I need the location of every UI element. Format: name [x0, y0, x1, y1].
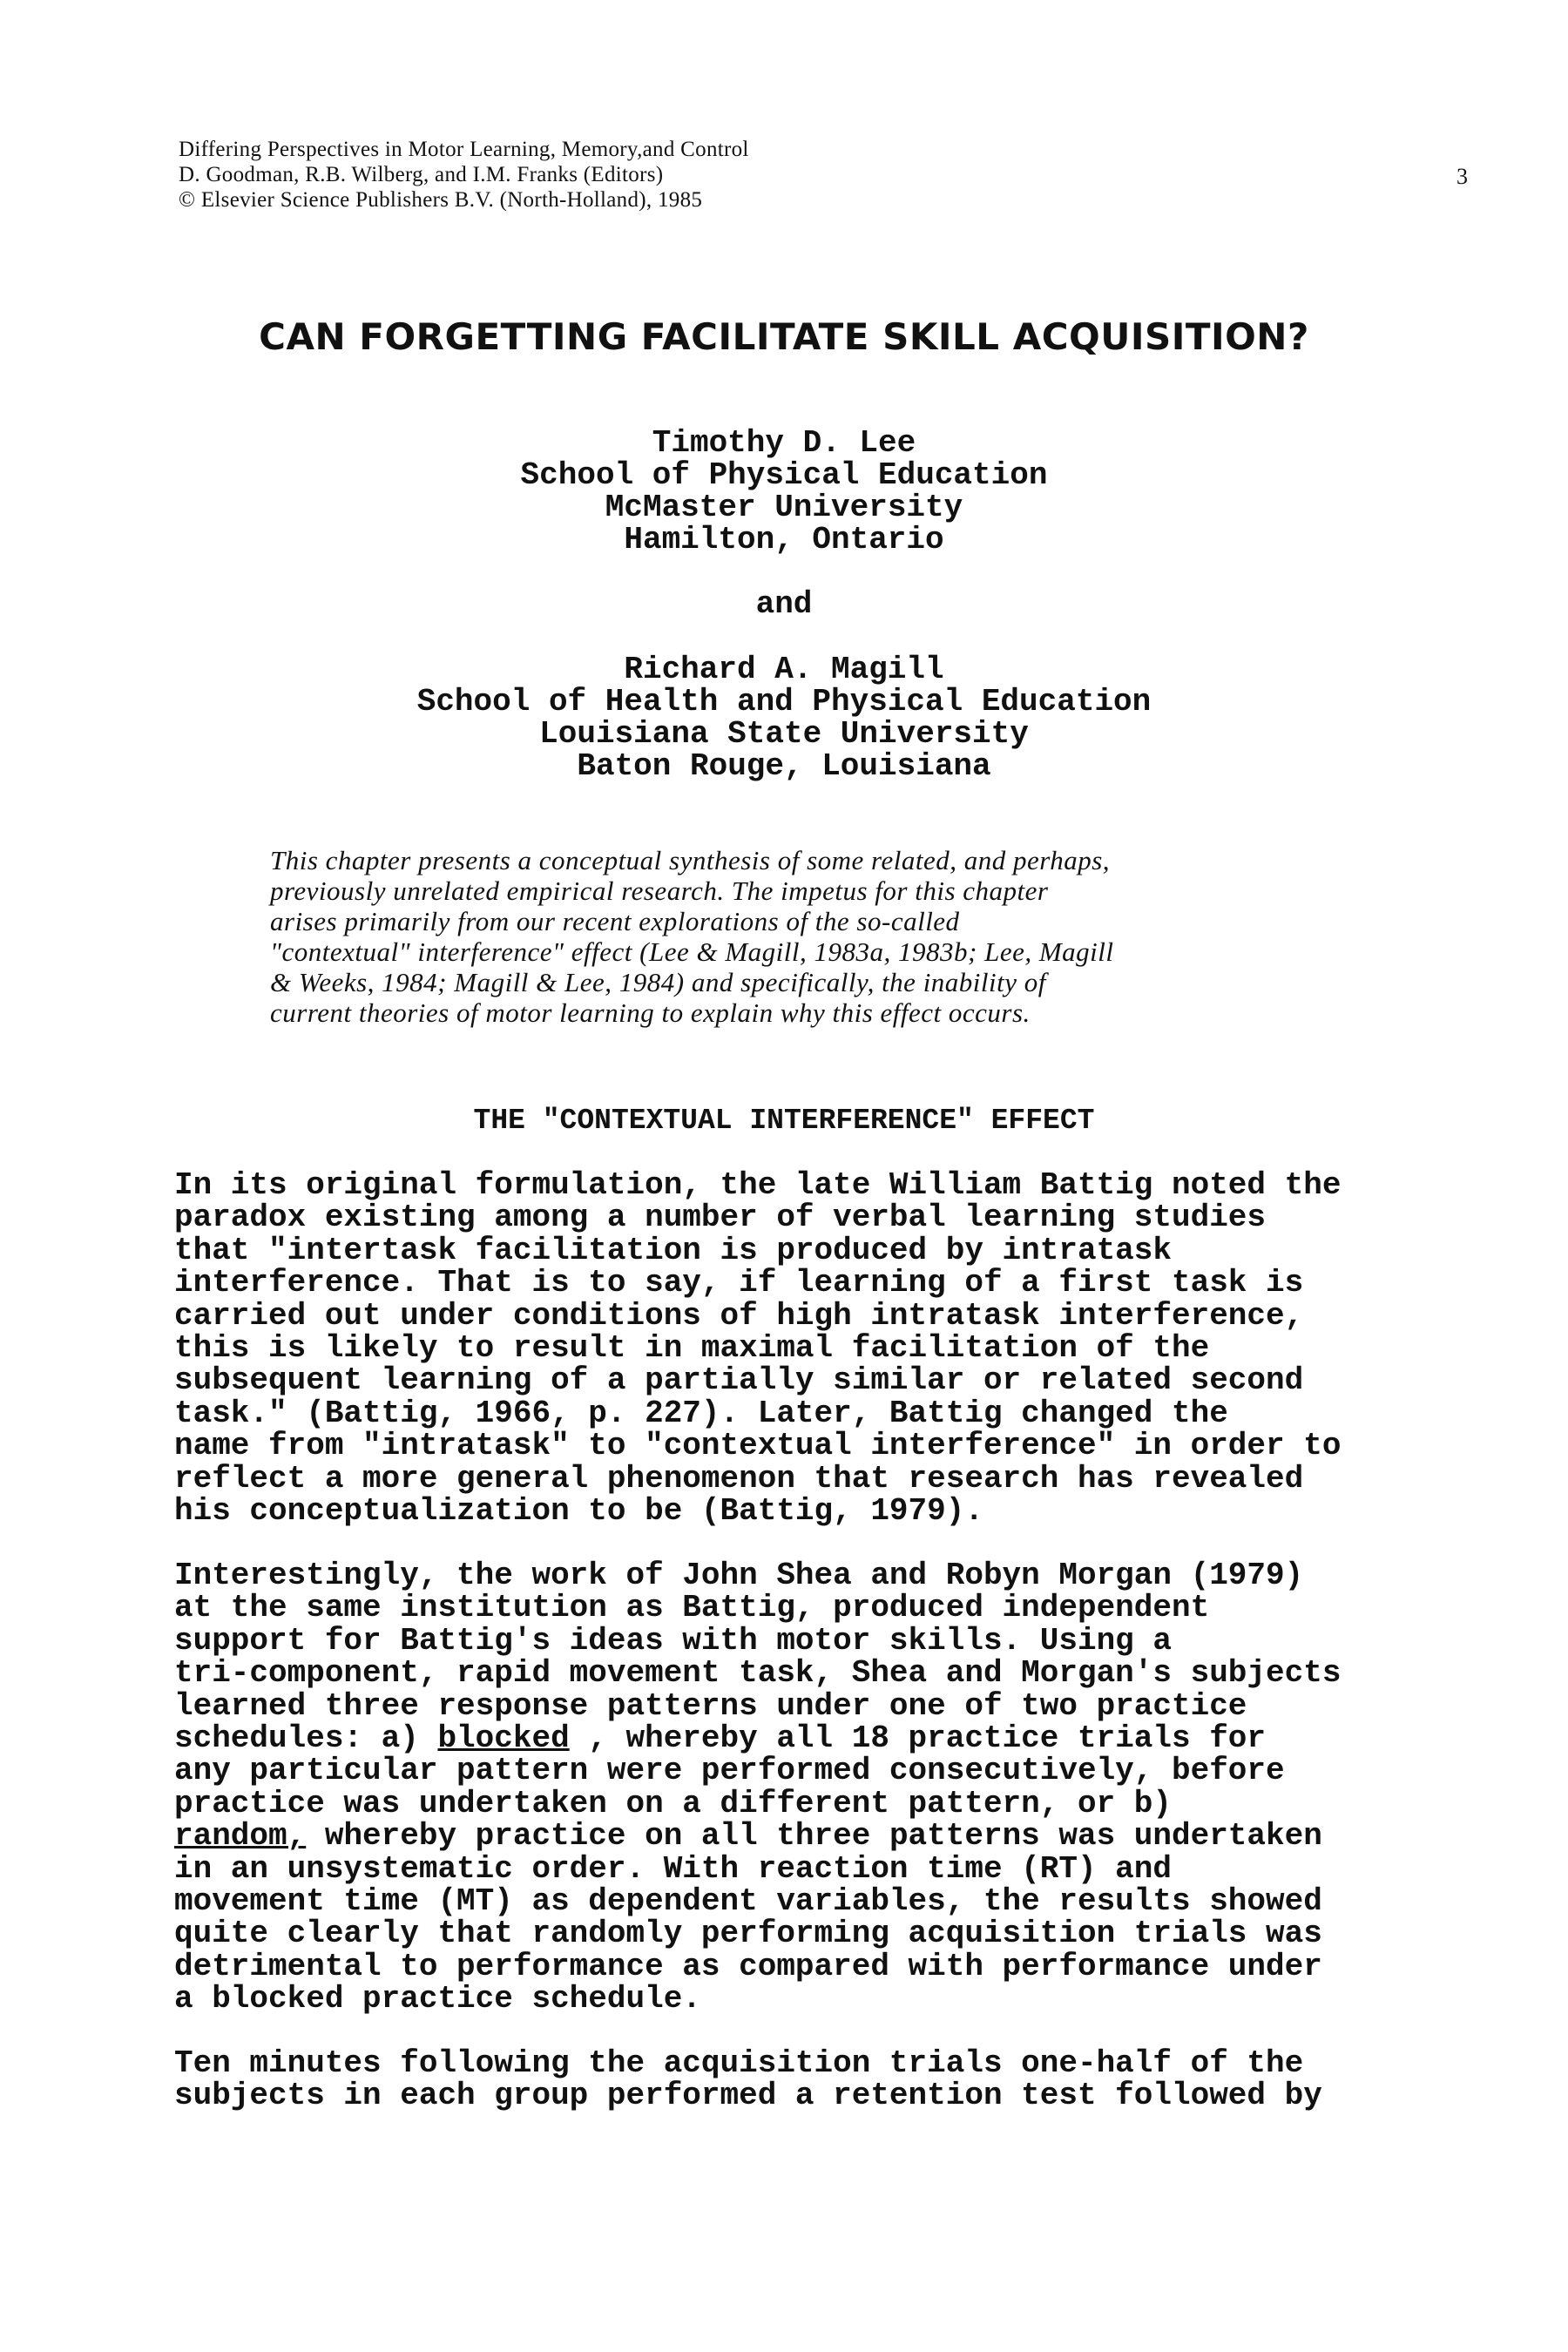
author-2-name: Richard A. Magill: [624, 652, 944, 687]
abstract-line: previously unrelated empirical research. The impetus for this chapter: [270, 875, 1049, 906]
text-line: his conceptualization to be (Battig, 1979).: [174, 1493, 983, 1530]
paragraph-2: [174, 1559, 1411, 2016]
text-line: a blocked practice schedule.: [174, 1981, 701, 2017]
paragraph-1: [174, 1167, 1411, 1530]
text-line: Ten minutes following the acquisition trials one-half of the: [174, 2045, 1304, 2081]
text-line: support for Battig's ideas with motor skills. Using a: [174, 1622, 1172, 1659]
text-line: at the same institution as Battig, produced independent: [174, 1590, 1210, 1626]
text-line: interference. That is to say, if learning of a first task is: [174, 1265, 1304, 1301]
underlined-term-blocked: blocked: [437, 1720, 570, 1757]
text-segment: , whereby all 18 practice trials for: [569, 1720, 1267, 1757]
author-1-university: McMaster University: [605, 490, 963, 525]
text-line: paradox existing among a number of verbal learning studies: [174, 1200, 1267, 1236]
text-line: learned three response patterns under one of two practice: [174, 1687, 1247, 1724]
text-line: subjects in each group performed a retention test followed by: [174, 2078, 1322, 2114]
text-line: quite clearly that randomly performing acquisition trials was: [174, 1916, 1322, 1952]
text-line: practice was undertaken on a different pattern, or b): [174, 1785, 1172, 1821]
author-1-name: Timothy D. Lee: [652, 425, 916, 461]
text-line: subsequent learning of a partially similar or related second: [174, 1362, 1304, 1399]
text-line: Interestingly, the work of John Shea and Robyn Morgan (1979): [174, 1558, 1304, 1593]
text-line: [174, 1720, 1411, 1757]
text-line: that "intertask facilitation is produced by intratask: [174, 1232, 1172, 1268]
abstract-line: & Weeks, 1984; Magill & Lee, 1984) and specifically, the inability of: [270, 967, 1046, 997]
section-heading: THE "CONTEXTUAL INTERFERENCE" EFFECT: [473, 1105, 1095, 1137]
text-line: any particular pattern were performed consecutively, before: [174, 1753, 1285, 1789]
abstract-line: arises primarily from our recent explorations of the so-called: [270, 906, 960, 936]
paragraph-3: [174, 2047, 1411, 2112]
editors-line: D. Goodman, R.B. Wilberg, and I.M. Franks (Editors): [179, 163, 664, 186]
author-2-university: Louisiana State University: [539, 716, 1029, 752]
author-2-department: School of Health and Physical Education: [416, 684, 1152, 720]
book-title-line: Differing Perspectives in Motor Learning, Memory,and Control: [179, 138, 749, 161]
text-line: this is likely to result in maximal facilitation of the: [174, 1330, 1210, 1367]
text-line: task." (Battig, 1966, p. 227). Later, Battig changed the: [174, 1395, 1228, 1431]
author-conjunction: and: [755, 586, 813, 622]
abstract-line: This chapter presents a conceptual synthesis of some related, and perhaps,: [270, 845, 1111, 875]
text-segment: schedules: a): [174, 1720, 438, 1757]
text-line: tri-component, rapid movement task, Shea and Morgan's subjects: [174, 1655, 1342, 1692]
text-line: [174, 1818, 1411, 1855]
author-2-location: Baton Rouge, Louisiana: [577, 748, 991, 784]
text-line: reflect a more general phenomenon that research has revealed: [174, 1460, 1304, 1497]
abstract: [270, 845, 1281, 1028]
author-1-department: School of Physical Education: [520, 457, 1048, 493]
text-line: carried out under conditions of high intratask interference,: [174, 1297, 1304, 1334]
text-line: detrimental to performance as compared with performance under: [174, 1948, 1322, 1984]
author-1-location: Hamilton, Ontario: [624, 522, 944, 558]
text-line: movement time (MT) as dependent variables, the results showed: [174, 1883, 1322, 1920]
text-line: in an unsystematic order. With reaction time (RT) and: [174, 1850, 1172, 1887]
text-segment: whereby practice on all three patterns was undertaken: [306, 1818, 1322, 1855]
underlined-term-random: random,: [174, 1818, 307, 1855]
text-line: name from "intratask" to "contextual interference" in order to: [174, 1428, 1342, 1464]
abstract-line: "contextual" interference" effect (Lee & Magill, 1983a, 1983b; Lee, Magill: [270, 936, 1114, 967]
chapter-title: CAN FORGETTING FACILITATE SKILL ACQUISITION?: [259, 315, 1309, 358]
page-number: 3: [1456, 164, 1468, 189]
abstract-line: current theories of motor learning to explain why this effect occurs.: [270, 997, 1031, 1028]
text-line: In its original formulation, the late William Battig noted the: [174, 1167, 1342, 1203]
publisher-line: © Elsevier Science Publishers B.V. (North-Holland), 1985: [179, 188, 703, 212]
